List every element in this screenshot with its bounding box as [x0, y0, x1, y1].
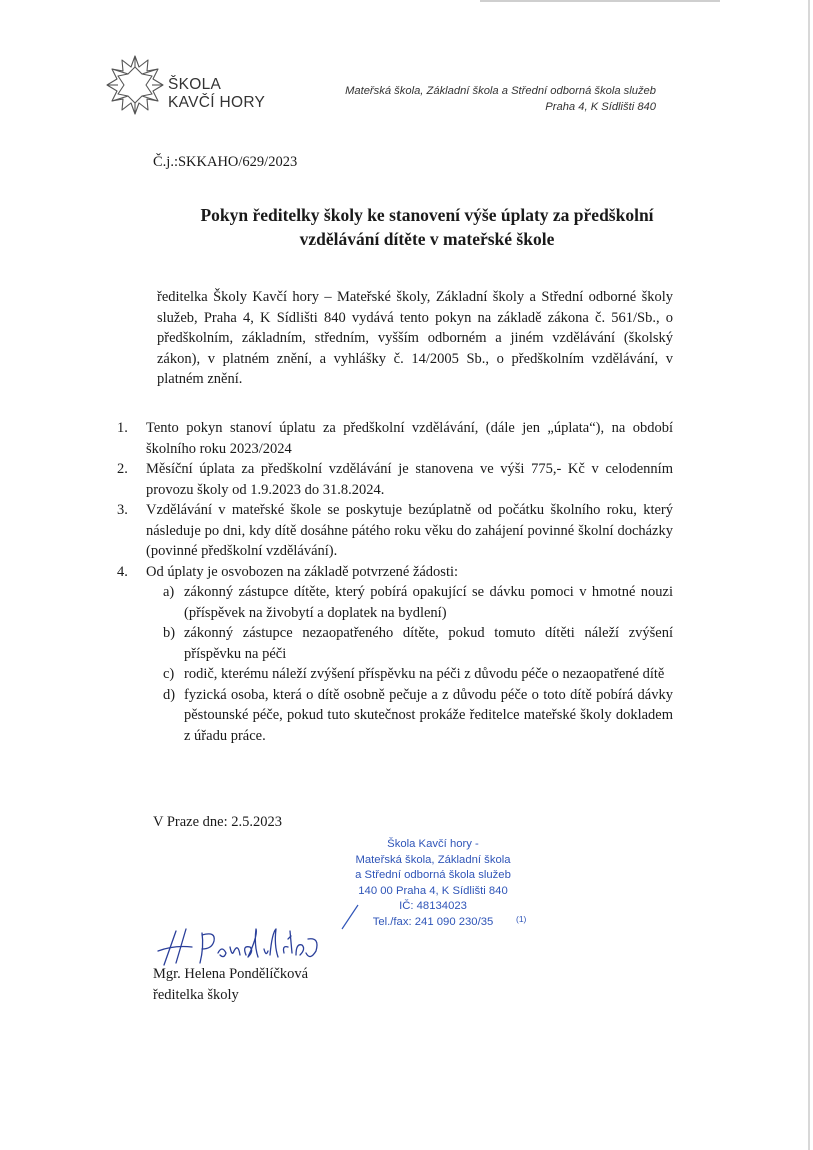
stamp-pen-stroke: [340, 903, 360, 931]
title-line-2: vzdělávání dítěte v mateřské škole: [299, 229, 555, 249]
sublist-item-letter: b): [163, 625, 176, 641]
school-full-name: Mateřská škola, Základní škola a Střední odborná škola služeb: [345, 85, 656, 97]
stamp-line-3: a Střední odborná škola služeb: [355, 869, 511, 881]
list-item: [117, 459, 673, 500]
stamp-line-4: 140 00 Praha 4, K Sídlišti 840: [358, 884, 508, 897]
sublist-item: [146, 664, 673, 685]
list-item: [117, 418, 673, 459]
sublist-item: [146, 685, 673, 747]
stamp-line-5: IČ: 48134023: [399, 900, 467, 912]
document-title: [120, 203, 734, 251]
list-item: [117, 562, 673, 747]
sublist-item: [146, 623, 673, 664]
school-logo-text: [168, 76, 265, 112]
sublist-item-text: zákonný zástupce dítěte, který pobírá opakující se dávku pomoci v hmotné nouzi (příspěvek na živobytí a doplatek na bydlení): [184, 584, 673, 621]
date-line: V Praze dne: 2.5.2023: [153, 814, 282, 830]
signer-name: Mgr. Helena Pondělíčková: [153, 966, 309, 982]
list-item-number: 3.: [117, 502, 128, 518]
exemption-sublist: [146, 582, 673, 746]
scan-edge-right: [808, 0, 810, 1150]
list-item: [117, 500, 673, 562]
list-item-text: Tento pokyn stanoví úplatu za předškolní vzdělávání, (dále jen „úplata“), na období školního roku 2023/2024: [146, 420, 673, 457]
reference-number: Č.j.:SKKAHO/629/2023: [153, 154, 298, 170]
stamp-line-6: Tel./fax: 241 090 230/35: [372, 915, 494, 928]
sublist-item-letter: c): [163, 666, 175, 682]
school-address: Praha 4, K Sídlišti 840: [545, 101, 656, 113]
sublist-item-letter: d): [163, 686, 176, 703]
list-item-text: Vzdělávání v mateřské škole se poskytuje bezúplatně od počátku školního roku, který následuje po dni, kdy dítě dosáhne pátého roku věku do zahájení povinné školní docházky (povinné předškolní vzdělávání).: [146, 502, 673, 559]
stamp-line-1: Škola Kavčí hory -: [387, 838, 479, 850]
intro-paragraph: ředitelka Školy Kavčí hory – Mateřské školy, Základní školy a Střední odborné školy služeb, Praha 4, K Sídlišti 840 vydává tento pokyn na základě zákona č. 561/Sb., o předškolním, základním, středním, vyšším odborném a jiném vzdělávání (školský zákon), v platném znění, a vyhlášky č. 14/2005 Sb., o předškolním vzdělávání, v platném znění.: [157, 289, 673, 387]
list-item-number: 2.: [117, 461, 128, 477]
sublist-item-text: fyzická osoba, která o dítě osobně pečuje a z důvodu péče o toto dítě pobírá dávky pěstounské péče, pokud tuto skutečnost prokáže ředitelce mateřské školy dokladem z úřadu práce.: [184, 686, 673, 744]
list-item-number: 1.: [117, 420, 128, 436]
scan-edge-top: [480, 0, 720, 2]
list-item-number: 4.: [117, 563, 128, 580]
numbered-list: [117, 418, 673, 746]
list-item-text: Od úplaty je osvobozen na základě potvrzené žádosti:: [146, 563, 459, 580]
handwritten-signature: [150, 925, 330, 969]
signer-block: [153, 964, 308, 1005]
logo-line-2: KAVČÍ HORY: [168, 94, 266, 111]
title-line-1: Pokyn ředitelky školy ke stanovení výše úplaty za předškolní: [200, 205, 654, 225]
school-header-info: [345, 83, 656, 115]
list-item-text: Měsíční úplata za předškolní vzdělávání je stanovena ve výši 775,- Kč v celodenním provozu školy od 1.9.2023 do 31.8.2024.: [146, 461, 673, 498]
stamp-line-2: Mateřská škola, Základní škola: [355, 853, 511, 866]
logo-line-1: ŠKOLA: [168, 76, 222, 93]
school-logo-star-icon: [104, 54, 166, 116]
stamp-number: (1): [516, 914, 527, 924]
sublist-item-text: zákonný zástupce nezaopatřeného dítěte, pokud tomuto dítěti náleží zvýšení příspěvku na péči: [184, 625, 673, 662]
sublist-item-letter: a): [163, 584, 175, 600]
sublist-item-text: rodič, kterému náleží zvýšení příspěvku na péči z důvodu péče o nezaopatřené dítě: [184, 666, 665, 682]
sublist-item: [146, 582, 673, 623]
signer-role: ředitelka školy: [153, 986, 239, 1003]
school-stamp: [334, 837, 532, 930]
